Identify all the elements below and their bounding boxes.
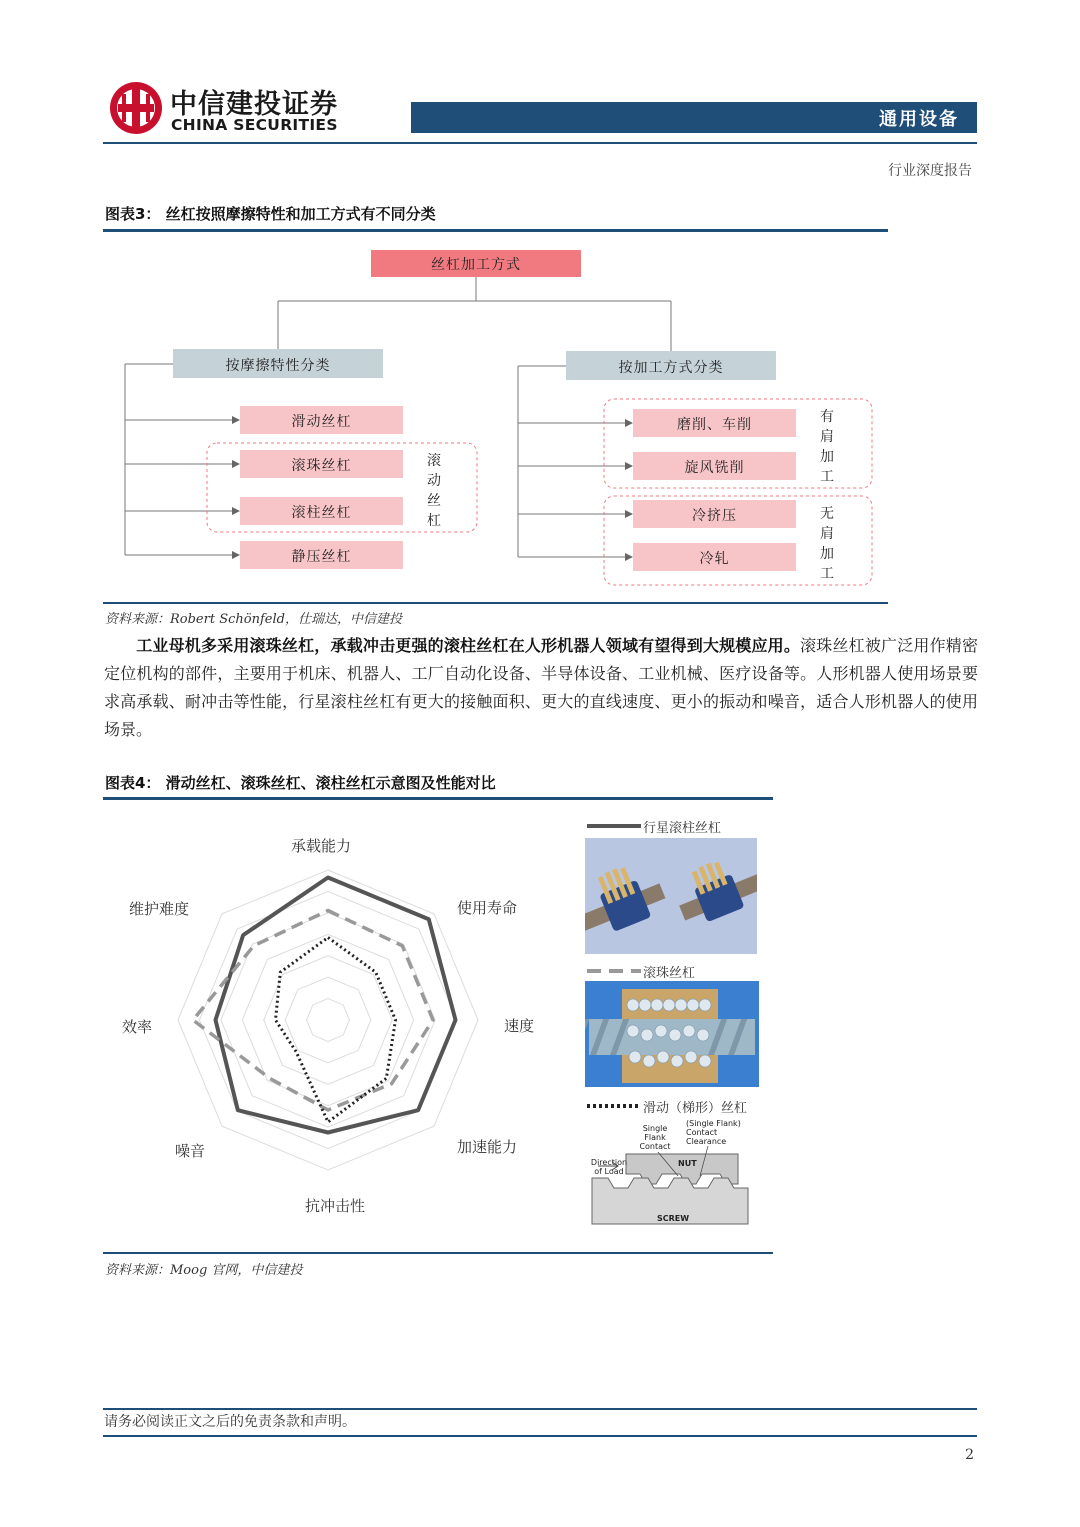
right-item-cold-rolling: 冷轧	[699, 551, 730, 567]
footer-divider-top	[103, 1408, 977, 1410]
rolling-group-label: 滚 动 丝 杠	[427, 453, 441, 529]
legend-dashed-line	[585, 963, 645, 979]
clearance-label: (Single Flank) Contact Clearance	[686, 1119, 741, 1146]
legend-sliding-screw: 滑动（梯形）丝杠	[643, 1101, 748, 1116]
figure3-title: 图表3： 丝杠按照摩擦特性和加工方式有不同分类	[105, 205, 436, 223]
figure4-title: 图表4： 滑动丝杠、滚珠丝杠、滚柱丝杠示意图及性能对比	[105, 774, 496, 792]
body-paragraph	[104, 632, 978, 744]
paragraph-rest: 滚珠丝杠被广泛用作精密定位机构的部件，主要用于机床、机器人、工厂自动化设备、半导体设备、工业机械、医疗设备等。人形机器人使用场景要求高承载、耐冲击等性能，行星滚柱丝杠有更大的接触面积、更大的直线速度、更小的振动和噪音，适合人形机器人的使用场景。	[104, 636, 978, 739]
axis-label-load-capacity: 承载能力	[291, 837, 352, 855]
roller-screw-illustration	[585, 838, 757, 954]
axis-label-acceleration: 加速能力	[457, 1138, 518, 1156]
right-item-cold-extrusion: 冷挤压	[692, 508, 737, 524]
figure3-top-rule	[103, 229, 888, 232]
page-number: 2	[965, 1447, 974, 1463]
logo-chinese-text: 中信建投证券	[170, 89, 338, 120]
report-type: 行业深度报告	[888, 163, 972, 179]
legend-solid-line	[585, 818, 645, 834]
shoulder-group-label: 有 肩 加 工	[820, 409, 834, 485]
right-item-grinding: 磨削、车削	[677, 417, 752, 433]
legend-roller-screw: 行星滚柱丝杠	[643, 821, 722, 836]
left-item-roller: 滚柱丝杠	[291, 505, 352, 521]
disclaimer: 请务必阅读正文之后的免责条款和声明。	[104, 1414, 356, 1430]
diagram-root-label: 丝杠加工方式	[431, 257, 521, 273]
nut-label: NUT	[678, 1159, 697, 1168]
header-divider	[103, 142, 977, 144]
figure3-source: 资料来源：Robert Schönfeld，仕瑞达，中信建投	[105, 612, 402, 627]
radar-grid-ring	[242, 934, 413, 1105]
paragraph-lead: 工业母机多采用滚珠丝杠，承载冲击更强的滚柱丝杠在人形机器人领域有望得到大规模应用。	[136, 636, 801, 655]
footer-divider-bottom	[103, 1435, 977, 1437]
axis-label-speed: 速度	[504, 1017, 535, 1035]
logo-english-text: CHINA SECURITIES	[171, 116, 338, 134]
no-shoulder-group-label: 无 肩 加 工	[820, 506, 834, 582]
industry-tag: 通用设备	[879, 109, 959, 130]
axis-label-maintenance: 维护难度	[129, 900, 190, 918]
left-category-label: 按摩擦特性分类	[225, 358, 331, 374]
axis-label-efficiency: 效率	[122, 1018, 153, 1036]
legend-dotted-line	[585, 1098, 645, 1114]
ball-screw-illustration	[585, 981, 759, 1087]
direction-label: Direction of Load	[590, 1158, 628, 1176]
figure3-bottom-rule	[103, 602, 888, 604]
axis-label-shock-resistance: 抗冲击性	[305, 1197, 366, 1215]
single-flank-label: Single Flank Contact	[639, 1124, 671, 1151]
left-item-ball: 滚珠丝杠	[291, 458, 352, 474]
screw-label: SCREW	[657, 1214, 690, 1223]
figure4-bottom-rule	[103, 1252, 773, 1254]
figure4-top-rule	[103, 797, 773, 800]
figure4-source: 资料来源：Moog 官网，中信建投	[105, 1263, 303, 1278]
right-category-label: 按加工方式分类	[618, 360, 724, 376]
radar-grid-ring	[264, 956, 393, 1085]
radar-series-dotted	[276, 938, 396, 1123]
radar-grid-ring	[285, 977, 371, 1063]
legend-ball-screw: 滚珠丝杠	[643, 966, 696, 981]
radar-grid-ring	[307, 999, 350, 1042]
left-item-hydrostatic: 静压丝杠	[291, 549, 352, 565]
china-securities-logo-icon	[108, 80, 164, 136]
right-item-whirling: 旋风铣削	[684, 460, 745, 476]
axis-label-noise: 噪音	[175, 1142, 206, 1160]
left-item-sliding: 滑动丝杠	[291, 414, 352, 430]
header-bar	[411, 102, 977, 133]
axis-label-service-life: 使用寿命	[457, 899, 518, 917]
radar-chart	[103, 805, 573, 1245]
